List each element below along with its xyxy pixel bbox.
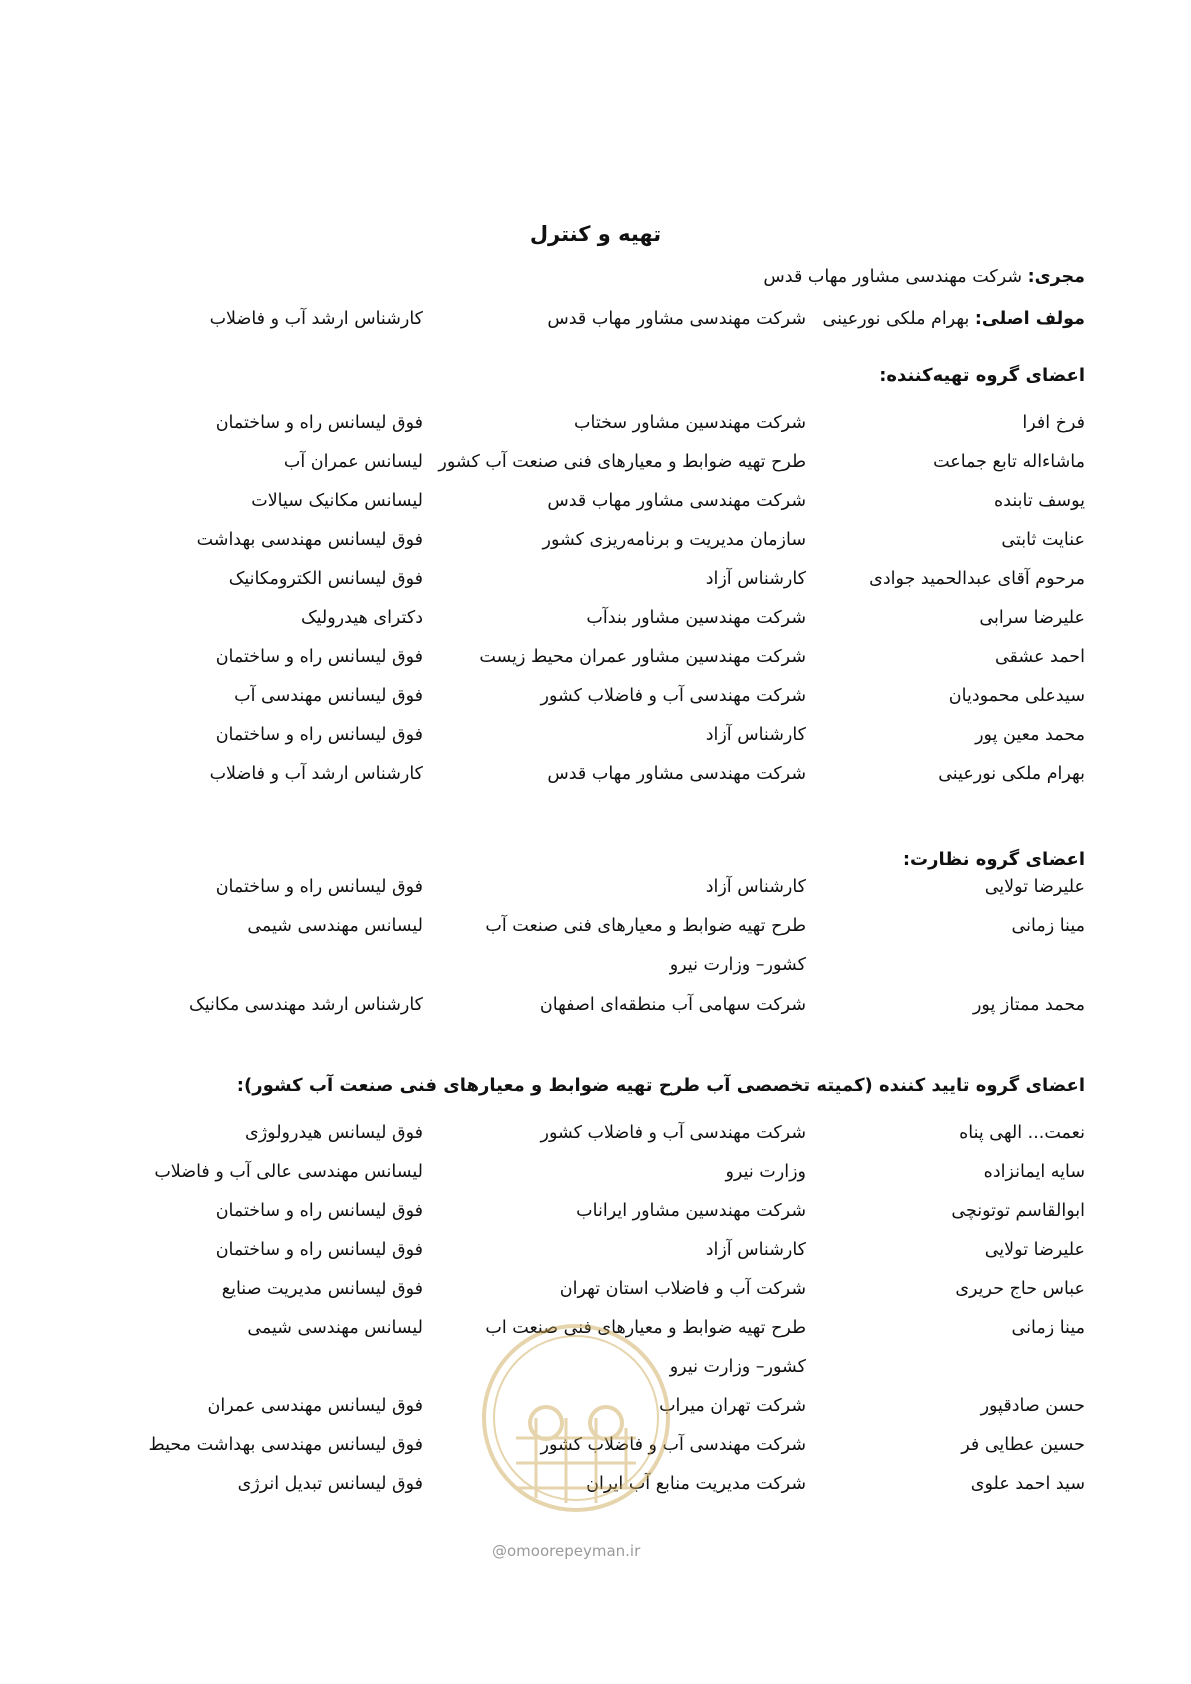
member-name: علیرضا تولایی [984,877,1085,897]
member-name: یوسف تابنده [994,491,1085,511]
member-organization: شرکت سهامی آب منطقه‌ای اصفهان [539,995,806,1015]
prep-member-row [0,647,1191,677]
executor-value: شرکت مهندسی مشاور مهاب قدس [763,267,1023,287]
member-organization: کارشناس آزاد [705,877,806,897]
watermark-logo [476,1318,676,1518]
member-organization: شرکت مهندسین مشاور ایراناب [576,1201,806,1221]
member-organization: سازمان مدیریت و برنامه‌ریزی کشور [542,530,806,550]
prep-member-row [0,725,1191,755]
member-organization-line2: کشور– وزارت نیرو [669,955,806,975]
member-name: سیدعلی محمودیان [948,686,1085,706]
member-organization: شرکت مهندسین مشاور عمران محیط زیست [479,647,806,667]
approval-member-row [0,1279,1191,1309]
member-degree: لیسانس مهندسی عالی آب و فاضلاب [154,1162,423,1182]
approval-member-row [0,1123,1191,1153]
member-name: ابوالقاسم توتونچی [951,1201,1085,1221]
prep-member-row [0,608,1191,638]
main-author-name: بهرام ملکی نورعینی [822,309,970,329]
member-name: سایه ایمانزاده [983,1162,1085,1182]
member-name: ماشاءاله تابع جماعت [933,452,1085,472]
prep-member-row [0,764,1191,794]
member-degree: فوق لیسانس راه و ساختمان [215,1201,423,1221]
member-name: احمد عشقی [994,647,1085,667]
member-name: حسین عطایی فر [961,1435,1085,1455]
member-name: عنایت ثابتی [1001,530,1085,550]
member-organization: کارشناس آزاد [705,1240,806,1260]
main-author-label: مولف اصلی: [974,309,1085,329]
approval-member-row [0,1162,1191,1192]
executor-line [763,267,1085,287]
member-degree: لیسانس عمران آب [283,452,423,472]
member-organization: طرح تهیه ضوابط و معیارهای فنی صنعت آب [485,916,806,936]
member-name: نعمت... الهی پناه [959,1123,1085,1143]
member-degree: دکترای هیدرولیک [300,608,423,628]
watermark-text: @omoorepeyman.ir [492,1542,641,1560]
member-degree: فوق لیسانس راه و ساختمان [215,1240,423,1260]
member-name: حسن صادقپور [980,1396,1085,1416]
main-author-degree: کارشناس ارشد آب و فاضلاب [209,309,423,329]
member-degree: فوق لیسانس تبدیل انرژی [237,1474,423,1494]
member-name: مینا زمانی [1011,1318,1085,1338]
approval-group-heading: اعضای گروه تایید کننده (کمیته تخصصی آب طرح تهیه ضوابط و معیارهای فنی صنعت آب کشور): [236,1075,1085,1096]
member-degree: فوق لیسانس مدیریت صنایع [221,1279,423,1299]
member-degree: فوق لیسانس مهندسی بهداشت محیط [148,1435,423,1455]
executor-label: مجری: [1027,267,1085,287]
prep-member-row [0,413,1191,443]
supervision-member-row [0,877,1191,907]
member-organization: شرکت تهران میراب [659,1396,806,1416]
member-name: محمد ممتاز پور [972,995,1085,1015]
member-name: بهرام ملکی نورعینی [938,764,1085,784]
member-name: مرحوم آقای عبدالحمید جوادی [869,569,1085,589]
approval-member-row [0,1240,1191,1270]
main-author-name-cell [823,309,1085,329]
member-organization: شرکت مهندسین مشاور سختاب [574,413,806,433]
supervision-member-row [0,995,1191,1025]
member-name: علیرضا تولایی [984,1240,1085,1260]
page-title: تهیه و کنترل [529,222,662,246]
approval-member-row [0,1201,1191,1231]
supervision-member-row [0,916,1191,975]
member-degree: فوق لیسانس الکترومکانیک [228,569,423,589]
prep-group-heading: اعضای گروه تهیه‌کننده: [879,365,1085,386]
prep-member-row [0,686,1191,716]
member-organization: شرکت مهندسی مشاور مهاب قدس [547,491,806,511]
member-organization: طرح تهیه ضوابط و معیارهای فنی صنعت آب کشور [438,452,806,472]
member-degree: فوق لیسانس هیدرولوژی [245,1123,423,1143]
member-organization: شرکت آب و فاضلاب استان تهران [559,1279,806,1299]
member-name: محمد معین پور [975,725,1085,745]
prep-member-row [0,569,1191,599]
member-organization: کارشناس آزاد [705,725,806,745]
prep-member-row [0,452,1191,482]
member-organization: شرکت مدیریت منابع آب ایران [586,1474,806,1494]
member-organization: کارشناس آزاد [705,569,806,589]
member-organization: شرکت مهندسین مشاور بندآب [586,608,806,628]
member-degree: فوق لیسانس راه و ساختمان [215,725,423,745]
member-degree: لیسانس مکانیک سیالات [251,491,423,511]
main-author-org: شرکت مهندسی مشاور مهاب قدس [547,309,806,329]
prep-member-row [0,530,1191,560]
main-author-row [0,309,1191,339]
member-organization: وزارت نیرو [725,1162,806,1182]
member-degree: فوق لیسانس مهندسی عمران [207,1396,423,1416]
member-degree: فوق لیسانس راه و ساختمان [215,877,423,897]
member-organization: طرح تهیه ضوابط و معیارهای فنی صنعت اب [485,1318,806,1338]
prep-member-row [0,491,1191,521]
member-organization: شرکت مهندسی آب و فاضلاب کشور [540,1123,806,1143]
member-organization: شرکت مهندسی مشاور مهاب قدس [547,764,806,784]
member-degree: فوق لیسانس مهندسی آب [234,686,423,706]
member-degree: کارشناس ارشد آب و فاضلاب [209,764,423,784]
supervision-group-heading: اعضای گروه نظارت: [902,849,1085,870]
member-name: عباس حاج حریری [955,1279,1085,1299]
member-degree: لیسانس مهندسی شیمی [247,1318,423,1338]
member-degree: کارشناس ارشد مهندسی مکانیک [189,995,423,1015]
member-name: سید احمد علوی [970,1474,1085,1494]
member-organization-line2: کشور– وزارت نیرو [669,1357,806,1377]
member-name: مینا زمانی [1011,916,1085,936]
member-degree: فوق لیسانس راه و ساختمان [215,647,423,667]
member-degree: فوق لیسانس مهندسی بهداشت [196,530,423,550]
member-name: علیرضا سرابی [979,608,1085,628]
member-name: فرخ افرا [1022,413,1085,433]
member-degree: لیسانس مهندسی شیمی [247,916,423,936]
member-degree: فوق لیسانس راه و ساختمان [215,413,423,433]
member-organization: شرکت مهندسی آب و فاضلاب کشور [540,686,806,706]
member-organization: شرکت مهندسی آب و فاضلاب کشور [540,1435,806,1455]
